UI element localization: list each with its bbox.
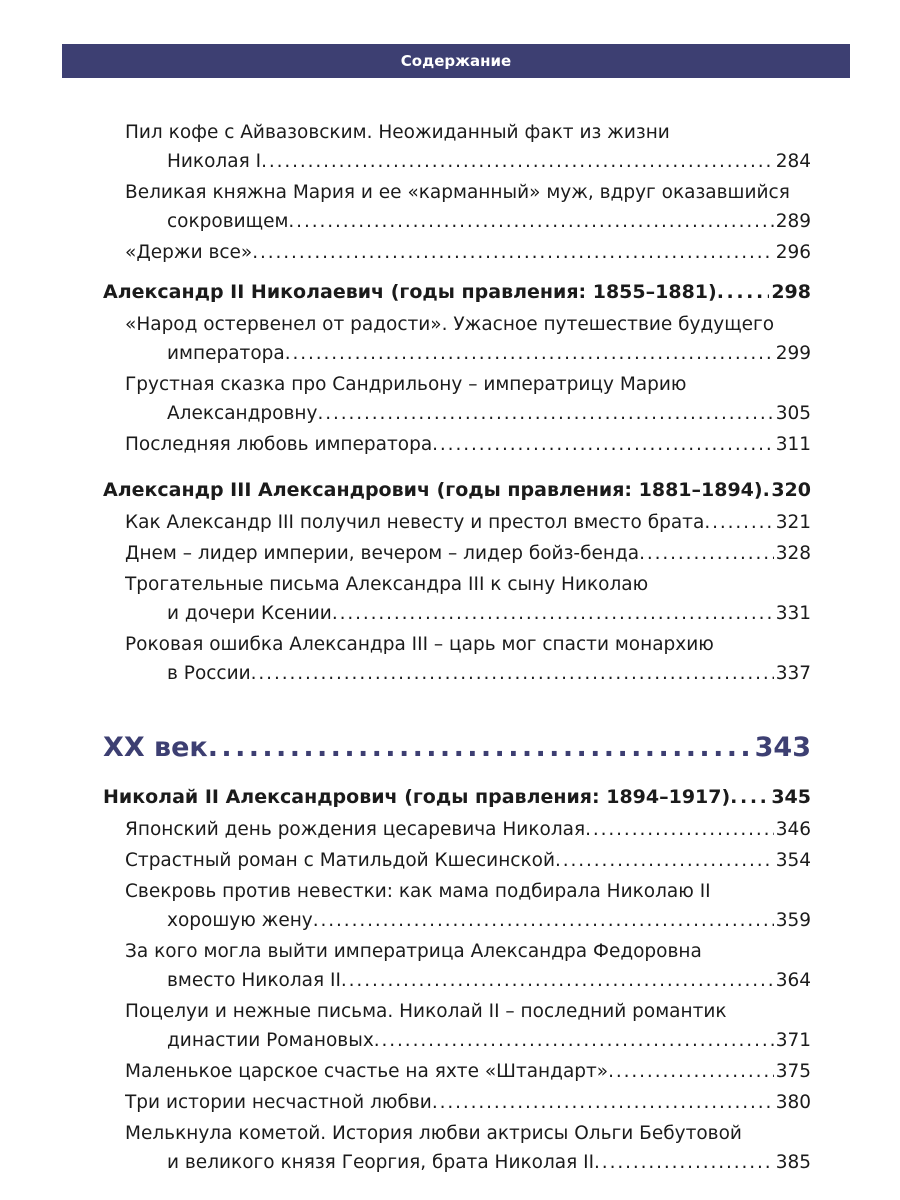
page-number: 320 [771,479,811,501]
toc-entry-line-final [125,539,811,568]
toc-entry [125,815,811,846]
toc-entry-text: Как Александр III получил невесту и престол вместо брата [125,512,705,533]
toc-entry-line-final [125,1026,811,1055]
page-number: 289 [775,211,811,232]
toc-entry-line-final [125,906,811,935]
toc-entry-text: и великого князя Георгия, брата Николая II [167,1152,595,1173]
chapter-heading [103,475,811,505]
toc-entry-line [125,370,811,399]
toc-entry-line [125,630,811,659]
toc-entry-text: Роковая ошибка Александра III – царь мог спасти монархию [125,634,714,655]
page-number: 305 [775,403,811,424]
page-number: 371 [775,1030,811,1051]
toc-entry [125,118,811,178]
page-number: 345 [771,786,811,808]
toc-entry-text: «Народ остервенел от радости». Ужасное путешествие будущего [125,314,775,335]
toc-entry-text: сокровищем [167,211,289,232]
running-header-title: Содержание [400,52,512,70]
dot-leader [288,207,773,236]
toc-entry-text: Свекровь против невестки: как мама подбирала Николаю II [125,881,711,902]
toc-entry-line-final [125,430,811,459]
toc-entry-text: Японский день рождения цесаревича Николая [125,819,586,840]
toc-entry-text: императора [167,343,285,364]
heading-text: Николай II Александрович (годы правления: 1894–1917) [103,786,731,808]
page-number: 346 [775,819,811,840]
page-number: 298 [771,281,811,303]
toc-entry-line-final [125,339,811,368]
dot-leader [730,782,769,812]
toc-entry-text: в России [167,663,251,684]
toc-entry-text: Грустная сказка про Сандрильону – императрицу Марию [125,374,687,395]
dot-leader [555,846,774,875]
toc-entry-text: «Держи все» [125,242,253,263]
toc-entry-text: Пил кофе с Айвазовским. Неожиданный факт из жизни [125,122,670,143]
page-number: 328 [775,543,811,564]
page-number: 337 [775,663,811,684]
page-number: 321 [775,512,811,533]
toc-entry-line-final [125,207,811,236]
toc-entry [125,1088,811,1119]
toc-entry [125,238,811,269]
dot-leader [332,599,774,628]
dot-leader [717,277,770,307]
toc-entry-text: Три истории несчастной любви [125,1092,432,1113]
toc-entry [125,430,811,461]
page-number: 385 [775,1152,811,1173]
page-number: 284 [775,151,811,172]
toc-entry-text: Мелькнула кометой. История любви актрисы Ольги Бебутовой [125,1123,742,1144]
dot-leader [763,475,770,505]
toc-entry-line-final [125,399,811,428]
toc-entry-line-final [125,815,811,844]
toc-entry-line-final [125,238,811,267]
page-number: 359 [775,910,811,931]
running-header [62,44,850,78]
heading-text: Александр II Николаевич (годы правления: 1855–1881) [103,281,717,303]
toc-entry-text: Маленькое царское счастье на яхте «Штандарт» [125,1061,609,1082]
toc-entry-line-final [125,1148,811,1177]
toc-entry-text: Александровну [167,403,318,424]
page-number: 296 [775,242,811,263]
toc-entry-text: За кого могла выйти императрица Александра Федоровна [125,941,702,962]
toc-entry [125,877,811,937]
toc-entry [125,570,811,630]
toc-entry-line-final [125,1088,811,1117]
toc-entry [125,508,811,539]
toc-entry-text: Последняя любовь императора [125,434,433,455]
toc-entry-line-final [125,1057,811,1086]
toc-entry-text: Николая I [167,151,262,172]
toc-entry-line [125,310,811,339]
toc-entry-text: Великая княжна Мария и ее «карманный» муж, вдруг оказавшийся [125,182,790,203]
toc-entry-text: династии Романовых [167,1030,374,1051]
dot-leader [432,1088,774,1117]
page-number: 299 [775,343,811,364]
toc-entry [125,846,811,877]
dot-leader [341,966,774,995]
page-number: 380 [775,1092,811,1113]
toc-entry-text: и дочери Ксении [167,603,332,624]
toc-entry-line [125,118,811,147]
toc-entry [125,630,811,690]
dot-leader [585,815,774,844]
toc-entry-line-final [125,966,811,995]
dot-leader [313,906,774,935]
toc-entry [125,997,811,1057]
dot-leader [251,659,774,688]
toc-entry-text: вместо Николая II [167,970,341,991]
toc-entry-line-final [125,659,811,688]
page-number: 364 [775,970,811,991]
toc-entry-line-final [125,508,811,537]
dot-leader [594,1148,774,1177]
toc-entry-text: хорошую жену [167,910,313,931]
toc-entry-line-final [125,599,811,628]
dot-leader [608,1057,774,1086]
toc-entry-text: Днем – лидер империи, вечером – лидер бойз-бенда [125,543,640,564]
toc-entry-line-final [125,846,811,875]
chapter-heading [103,277,811,307]
heading-text: XX век [103,732,208,763]
page-number: 343 [754,732,811,763]
dot-leader [317,399,773,428]
toc-entry-line [125,570,811,599]
toc-entry-text: Трогательные письма Александра III к сыну Николаю [125,574,649,595]
toc-entry [125,178,811,238]
dot-leader [261,147,774,176]
table-of-contents [103,118,811,1179]
toc-entry-line [125,997,811,1026]
dot-leader [252,238,773,267]
toc-entry [125,370,811,430]
page-number: 331 [775,603,811,624]
page-number: 311 [775,434,811,455]
dot-leader [639,539,774,568]
toc-entry-text: Страстный роман с Матильдой Кшесинской [125,850,555,871]
toc-entry-text: Поцелуи и нежные письма. Николай II – последний романтик [125,1001,727,1022]
toc-entry [125,1057,811,1088]
dot-leader [285,339,774,368]
toc-entry [125,539,811,570]
toc-entry-line [125,877,811,906]
toc-entry-line [125,937,811,966]
dot-leader [704,508,773,537]
dot-leader [374,1026,774,1055]
page-number: 375 [775,1061,811,1082]
toc-entry [125,1119,811,1179]
chapter-heading [103,782,811,812]
part-heading [103,728,811,768]
toc-entry-line-final [125,147,811,176]
toc-entry [125,310,811,370]
toc-entry-line [125,178,811,207]
heading-text: Александр III Александрович (годы правления: 1881–1894) [103,479,763,501]
toc-entry-line [125,1119,811,1148]
toc-entry [125,937,811,997]
dot-leader [432,430,774,459]
dot-leader [208,728,753,768]
page-number: 354 [775,850,811,871]
